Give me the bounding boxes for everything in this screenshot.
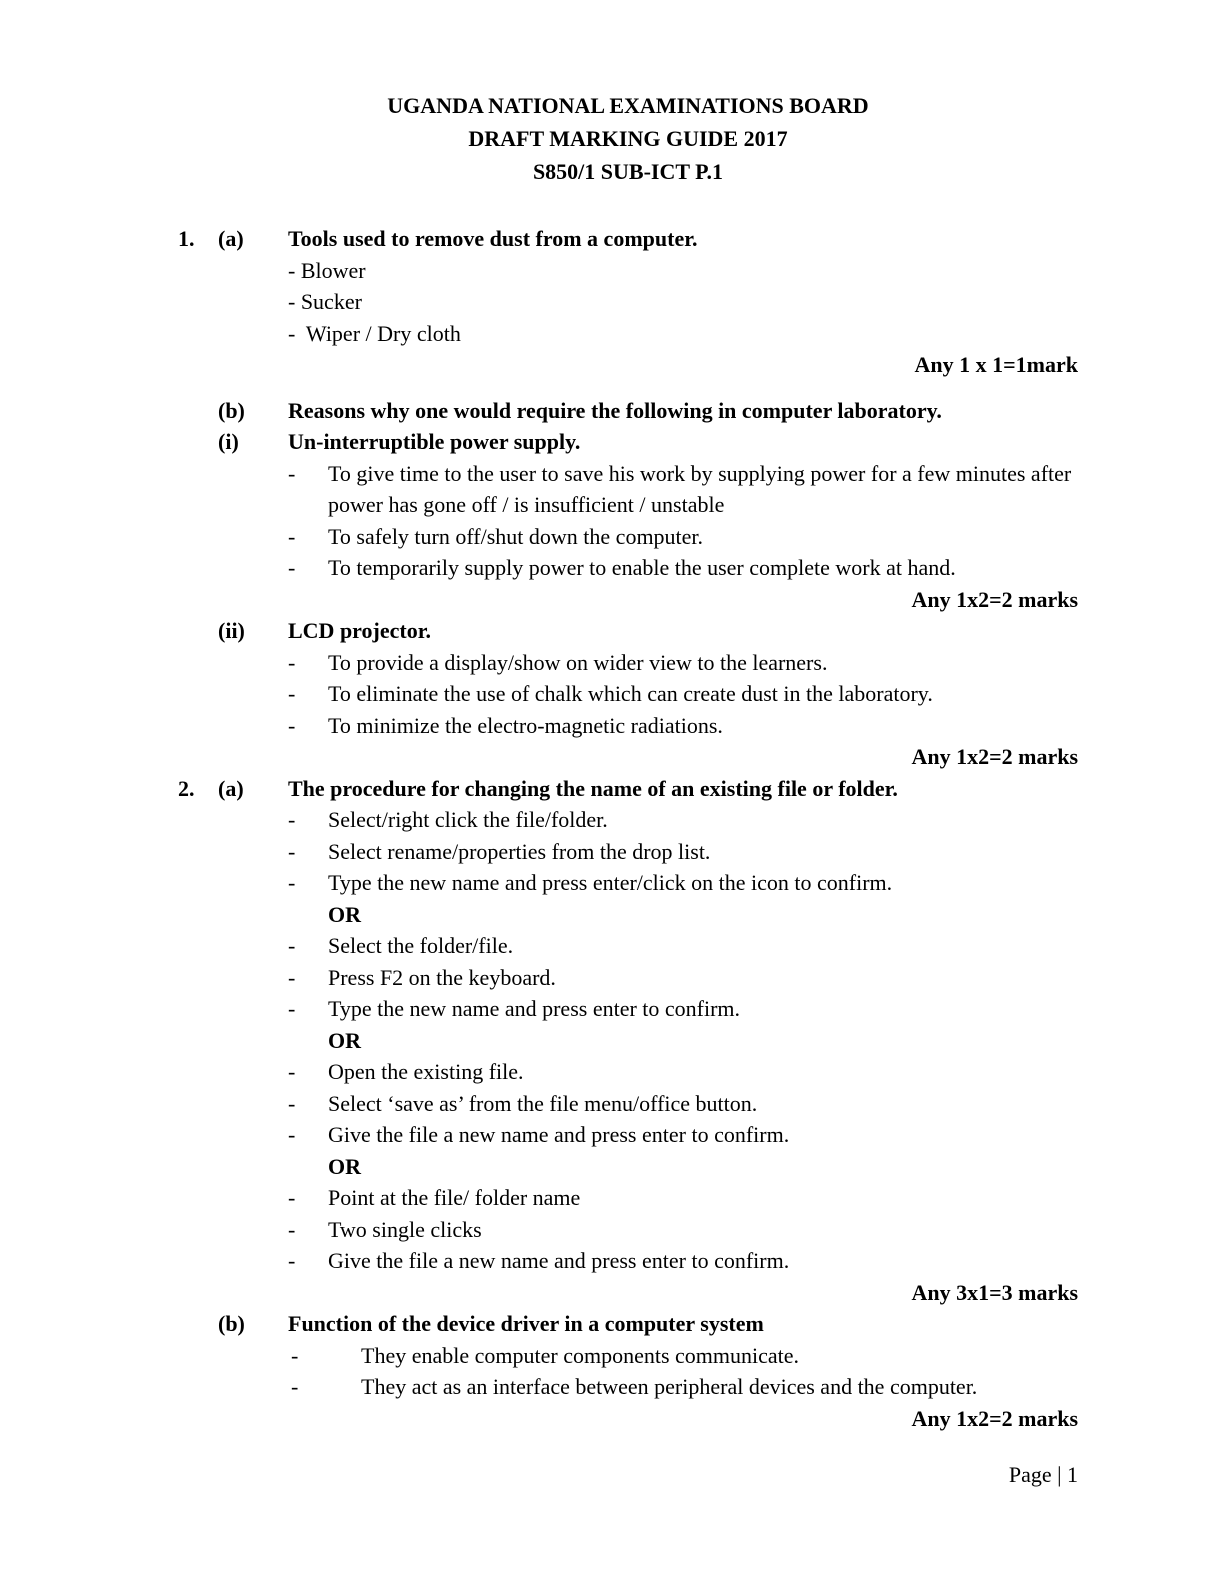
paper-code-title: S850/1 SUB-ICT P.1	[532, 159, 724, 184]
answer-item-text: - Wiper / Dry cloth	[288, 320, 461, 346]
bullet-dash: -	[288, 555, 296, 580]
answer-bullet	[178, 521, 1078, 553]
answer-bullet	[178, 804, 1078, 836]
bullet-dash: -	[291, 1342, 299, 1368]
question-1a-heading: Tools used to remove dust from a computer.	[288, 226, 698, 251]
answer-bullet	[178, 678, 1078, 710]
answer-item	[178, 255, 1078, 287]
bullet-dash: -	[288, 523, 296, 549]
bullet-dash: -	[288, 933, 296, 958]
answer-bullet-text: Press F2 on the keyboard.	[328, 964, 556, 990]
marks-note-1bi: Any 1x2=2 marks	[911, 586, 1078, 612]
answer-bullet-text: Select the folder/file.	[328, 933, 514, 958]
bullet-dash: -	[288, 1248, 296, 1273]
answer-bullet-text: To safely turn off/shut down the computer.	[328, 523, 704, 549]
or-divider: OR	[328, 901, 361, 927]
bullet-dash: -	[288, 649, 296, 675]
bullet-dash: -	[288, 838, 296, 864]
answer-bullet-text: Point at the file/ folder name	[328, 1185, 581, 1210]
marks-note-1a: Any 1 x 1=1mark	[914, 352, 1078, 377]
bullet-dash: -	[288, 712, 296, 738]
question-2a-heading-row	[178, 773, 1078, 805]
answer-bullet-text: Two single clicks	[328, 1216, 482, 1242]
answer-bullet	[178, 647, 1078, 679]
exam-board-title: UGANDA NATIONAL EXAMINATIONS BOARD	[387, 93, 869, 118]
question-1bi-number-spacer	[178, 426, 218, 458]
document-header	[178, 89, 1078, 188]
question-1bi-heading: Un-interruptible power supply.	[288, 429, 581, 454]
question-1bi-heading-row	[178, 426, 1078, 458]
answer-bullet	[178, 1119, 1078, 1151]
answer-bullet-text: Select ‘save as’ from the file menu/office button.	[328, 1090, 758, 1116]
question-1b-letter: (b)	[218, 397, 245, 423]
bullet-dash: -	[288, 1185, 296, 1210]
question-2b-number-spacer	[178, 1308, 218, 1340]
answer-bullet-text: To provide a display/show on wider view to the learners.	[328, 649, 828, 675]
or-divider: OR	[328, 1027, 361, 1053]
question-2b-letter: (b)	[218, 1311, 245, 1336]
question-2-number: 2.	[178, 775, 195, 801]
answer-bullet	[178, 836, 1078, 868]
marks-note-2a: Any 3x1=3 marks	[911, 1279, 1078, 1305]
bullet-dash: -	[288, 1059, 296, 1084]
answer-bullet-text: They enable computer components communicate.	[361, 1342, 800, 1368]
question-1bi-label: (i)	[218, 429, 239, 454]
answer-bullet-text: Open the existing file.	[328, 1059, 524, 1084]
question-1bii-heading: LCD projector.	[288, 618, 431, 643]
page-number-footer: Page | 1	[1008, 1462, 1078, 1487]
answer-bullet-text: To minimize the electro-magnetic radiations.	[328, 712, 723, 738]
answer-bullet	[178, 1056, 1078, 1088]
answer-bullet-text: Type the new name and press enter to confirm.	[328, 996, 741, 1021]
answer-item-text: - Sucker	[288, 289, 362, 314]
bullet-dash: -	[288, 964, 296, 990]
marking-guide-title: DRAFT MARKING GUIDE 2017	[468, 126, 788, 151]
bullet-dash: -	[288, 1122, 296, 1147]
answer-bullet	[178, 1088, 1078, 1120]
answer-bullet	[178, 1340, 1078, 1372]
answer-bullet-text: They act as an interface between peripheral devices and the computer.	[361, 1374, 978, 1399]
answer-bullet	[178, 1214, 1078, 1246]
bullet-dash: -	[288, 460, 296, 486]
bullet-dash: -	[288, 996, 296, 1021]
bullet-dash: -	[288, 1090, 296, 1116]
question-2b-heading-row	[178, 1308, 1078, 1340]
question-1b-number-spacer	[178, 395, 218, 427]
answer-bullet-text: To give time to the user to save his work by supplying power for a few minutes after power has gone off / is insufficient / unstable	[328, 460, 1077, 517]
answer-bullet	[178, 458, 1078, 521]
answer-bullet	[178, 1245, 1078, 1277]
question-1b-heading: Reasons why one would require the following in computer laboratory.	[288, 397, 942, 423]
bullet-dash: -	[291, 1374, 299, 1399]
answer-bullet-text: Type the new name and press enter/click on the icon to confirm.	[328, 870, 893, 895]
answer-bullet	[178, 710, 1078, 742]
answer-bullet	[178, 962, 1078, 994]
answer-item	[178, 318, 1078, 350]
answer-item	[178, 286, 1078, 318]
answer-item-text: - Blower	[288, 257, 366, 283]
bullet-dash: -	[288, 681, 296, 706]
question-1bii-label: (ii)	[218, 618, 245, 643]
question-1bii-number-spacer	[178, 615, 218, 647]
bullet-dash: -	[288, 807, 296, 832]
or-divider: OR	[328, 1153, 361, 1179]
question-2b-heading: Function of the device driver in a computer system	[288, 1311, 764, 1336]
answer-bullet-text: Select/right click the file/folder.	[328, 807, 608, 832]
answer-bullet-text: Select rename/properties from the drop list.	[328, 838, 711, 864]
question-2a-heading: The procedure for changing the name of an existing file or folder.	[288, 775, 898, 801]
answer-bullet-text: To temporarily supply power to enable the user complete work at hand.	[328, 555, 956, 580]
bullet-dash: -	[288, 870, 296, 895]
answer-bullet	[178, 1182, 1078, 1214]
answer-bullet-text: Give the file a new name and press enter to confirm.	[328, 1248, 790, 1273]
question-1-number: 1.	[178, 226, 195, 251]
bullet-dash: -	[288, 1216, 296, 1242]
question-1bii-heading-row	[178, 615, 1078, 647]
question-1b-heading-row	[178, 395, 1078, 427]
marks-note-2b: Any 1x2=2 marks	[911, 1405, 1078, 1431]
question-1a-heading-row	[178, 223, 1078, 255]
answer-bullet-text: Give the file a new name and press enter to confirm.	[328, 1122, 790, 1147]
answer-bullet	[178, 867, 1078, 899]
answer-bullet	[178, 552, 1078, 584]
answer-bullet	[178, 1371, 1078, 1403]
question-2a-letter: (a)	[218, 775, 244, 801]
answer-bullet-text: To eliminate the use of chalk which can create dust in the laboratory.	[328, 681, 933, 706]
marks-note-1bii: Any 1x2=2 marks	[911, 744, 1078, 769]
question-1a-letter: (a)	[218, 226, 244, 251]
answer-bullet	[178, 993, 1078, 1025]
answer-bullet	[178, 930, 1078, 962]
